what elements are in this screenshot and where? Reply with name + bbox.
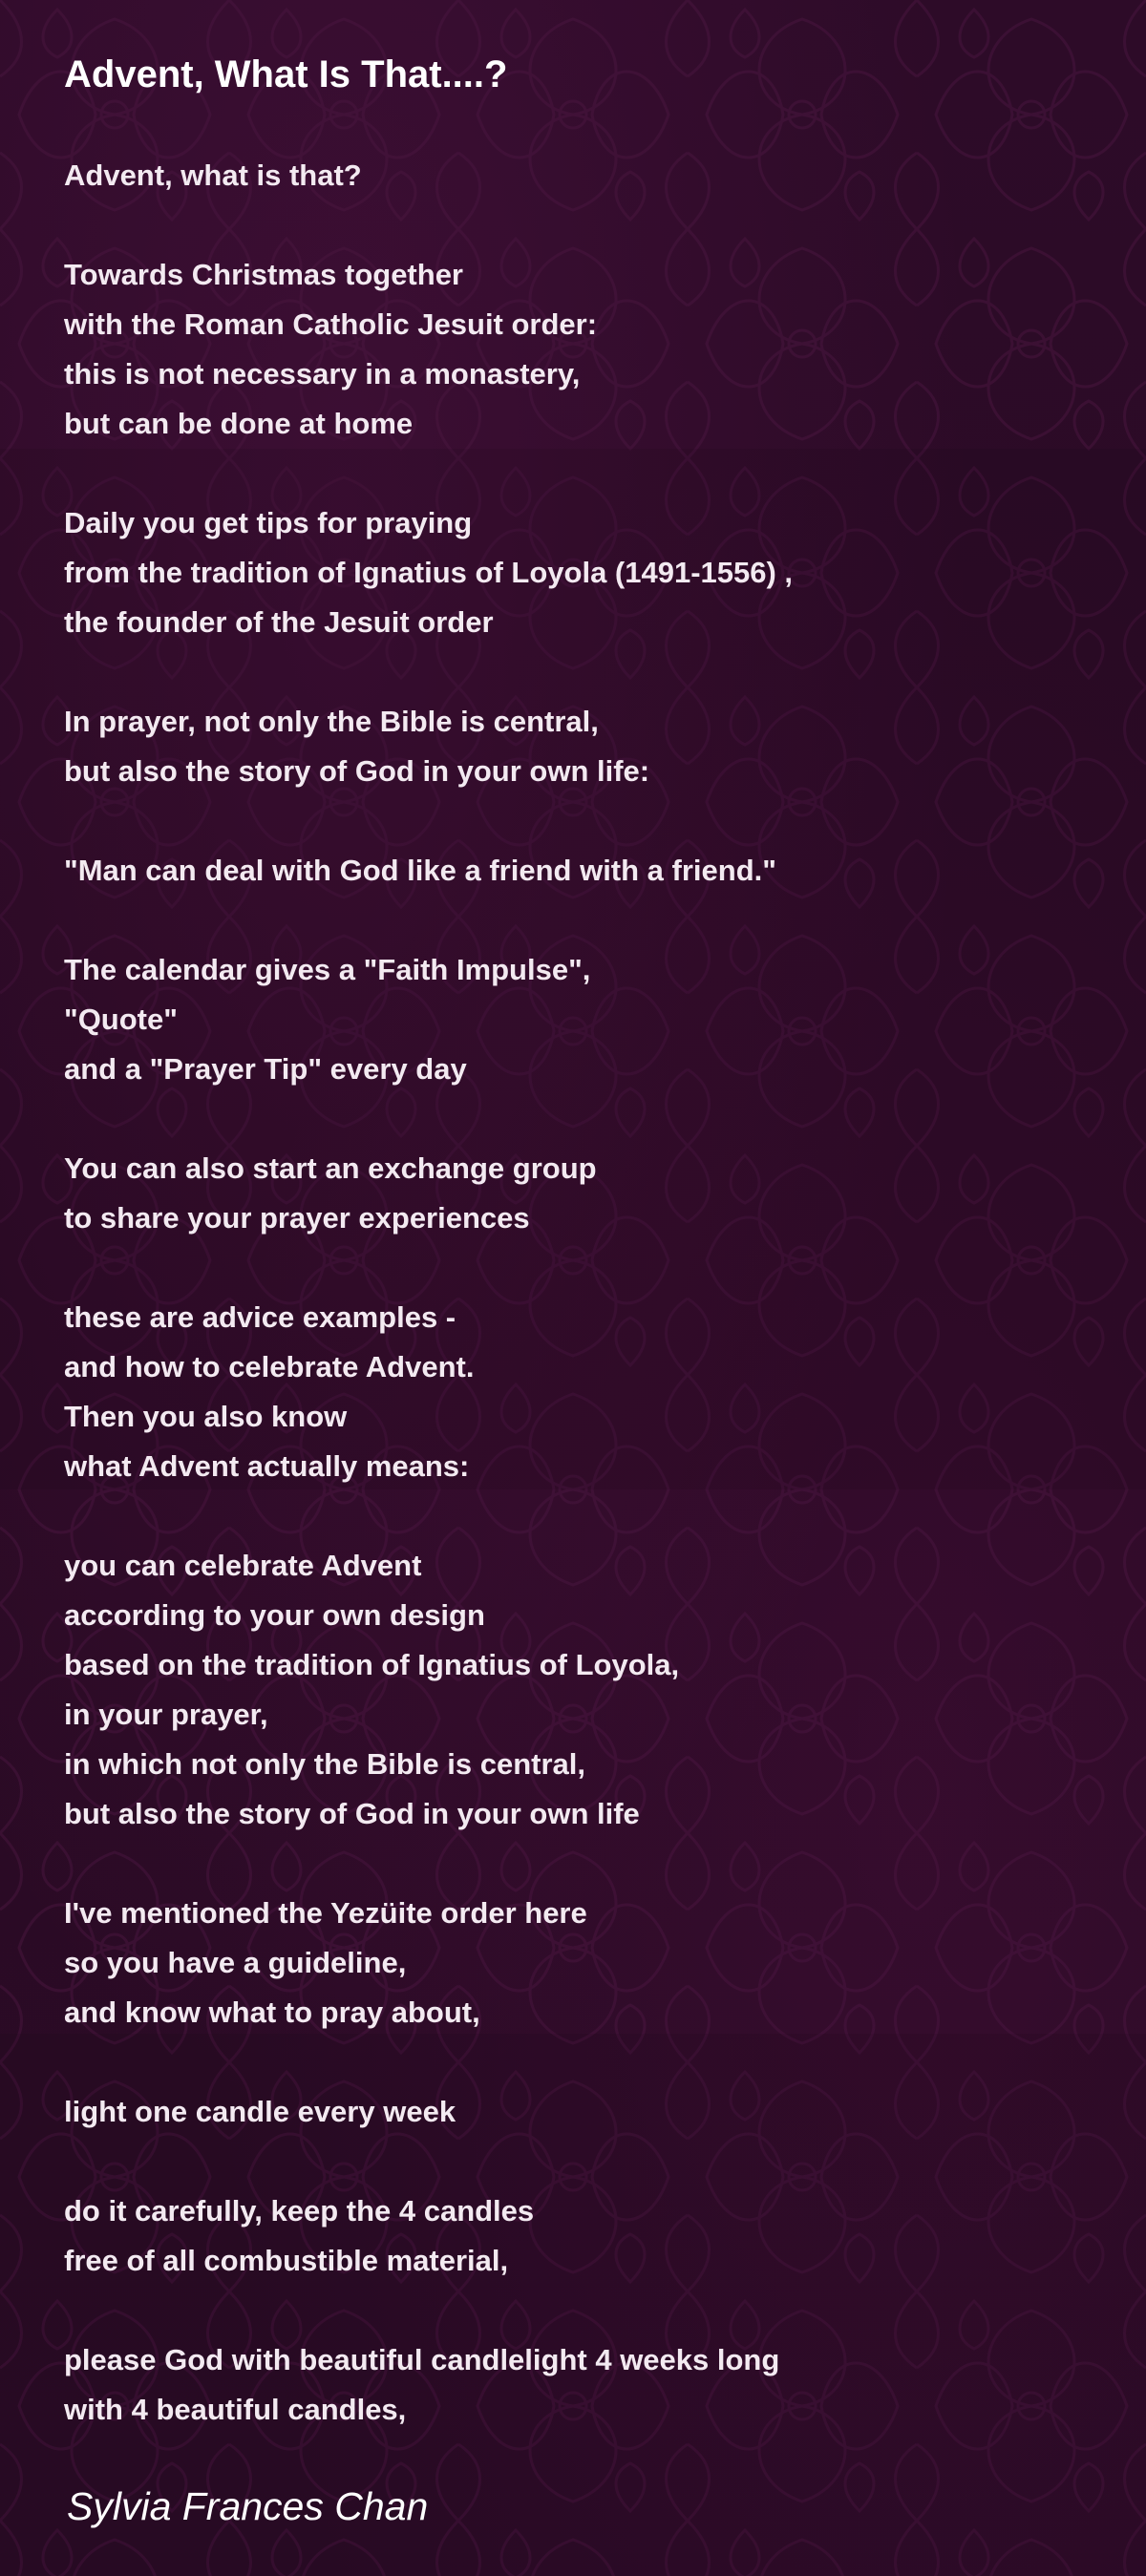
poem-stanza [64,2186,1095,2286]
poem-line: to share your prayer experiences [64,1201,530,1235]
poem-line: and a "Prayer Tip" every day [64,1052,467,1086]
poem-line: you can celebrate Advent [64,1549,422,1582]
poem-stanza [64,945,1095,1094]
poem-line: Daily you get tips for praying [64,506,473,539]
poem-stanza [64,250,1095,449]
poem-line: with 4 beautiful candles, [64,2393,407,2426]
poem-stanza [64,2087,1095,2137]
poem-line: Towards Christmas together [64,258,464,291]
poem-line: in your prayer, [64,1698,268,1731]
poem-stanza [64,1144,1095,1243]
poem-line: The calendar gives a "Faith Impulse", [64,953,591,986]
poem-line: and know what to pray about, [64,1995,480,2029]
poem-line: so you have a guideline, [64,1946,407,1979]
poem-line: but can be done at home [64,407,414,440]
poem-stanza [64,697,1095,796]
poem-stanza [64,846,1095,896]
poem-line: these are advice examples - [64,1300,456,1334]
poem-line: what Advent actually means: [64,1449,470,1483]
poem-line: please God with beautiful candlelight 4 weeks long [64,2343,780,2376]
poem-line: in which not only the Bible is central, [64,1747,586,1781]
poem-line: and how to celebrate Advent. [64,1350,475,1383]
poem-stanza [64,1541,1095,1839]
poem-stanza [64,151,1095,201]
poem-line: Advent, what is that? [64,158,362,192]
poem-line: You can also start an exchange group [64,1151,597,1185]
poem-stanza [64,2335,1095,2435]
poem-line: "Man can deal with God like a friend with a friend." [64,854,776,887]
poem-author: Sylvia Frances Chan [67,2484,429,2528]
poem-line: free of all combustible material, [64,2244,509,2277]
poem-body [64,151,1095,2435]
poem-title: Advent, What Is That....? [64,53,508,95]
poem-line: "Quote" [64,1003,178,1036]
poem-line: the founder of the Jesuit order [64,605,494,639]
poem-line: do it carefully, keep the 4 candles [64,2194,535,2228]
poem-line: but also the story of God in your own life: [64,754,650,788]
poem-line: light one candle every week [64,2095,456,2128]
poem-line: this is not necessary in a monastery, [64,357,581,391]
poem-line: Then you also know [64,1400,348,1433]
poem-line: according to your own design [64,1598,485,1632]
poem-stanza [64,1889,1095,2038]
poem-line: I've mentioned the Yezüite order here [64,1896,587,1930]
poem-stanza [64,498,1095,647]
poem-stanza [64,1293,1095,1491]
poem-line: with the Roman Catholic Jesuit order: [64,307,598,341]
poem-line: from the tradition of Ignatius of Loyola (1491-1556) , [64,556,794,589]
poem-line: based on the tradition of Ignatius of Loyola, [64,1648,680,1681]
poem-line: but also the story of God in your own life [64,1797,640,1830]
poem-line: In prayer, not only the Bible is central, [64,705,599,738]
poem-content [64,50,1095,2484]
